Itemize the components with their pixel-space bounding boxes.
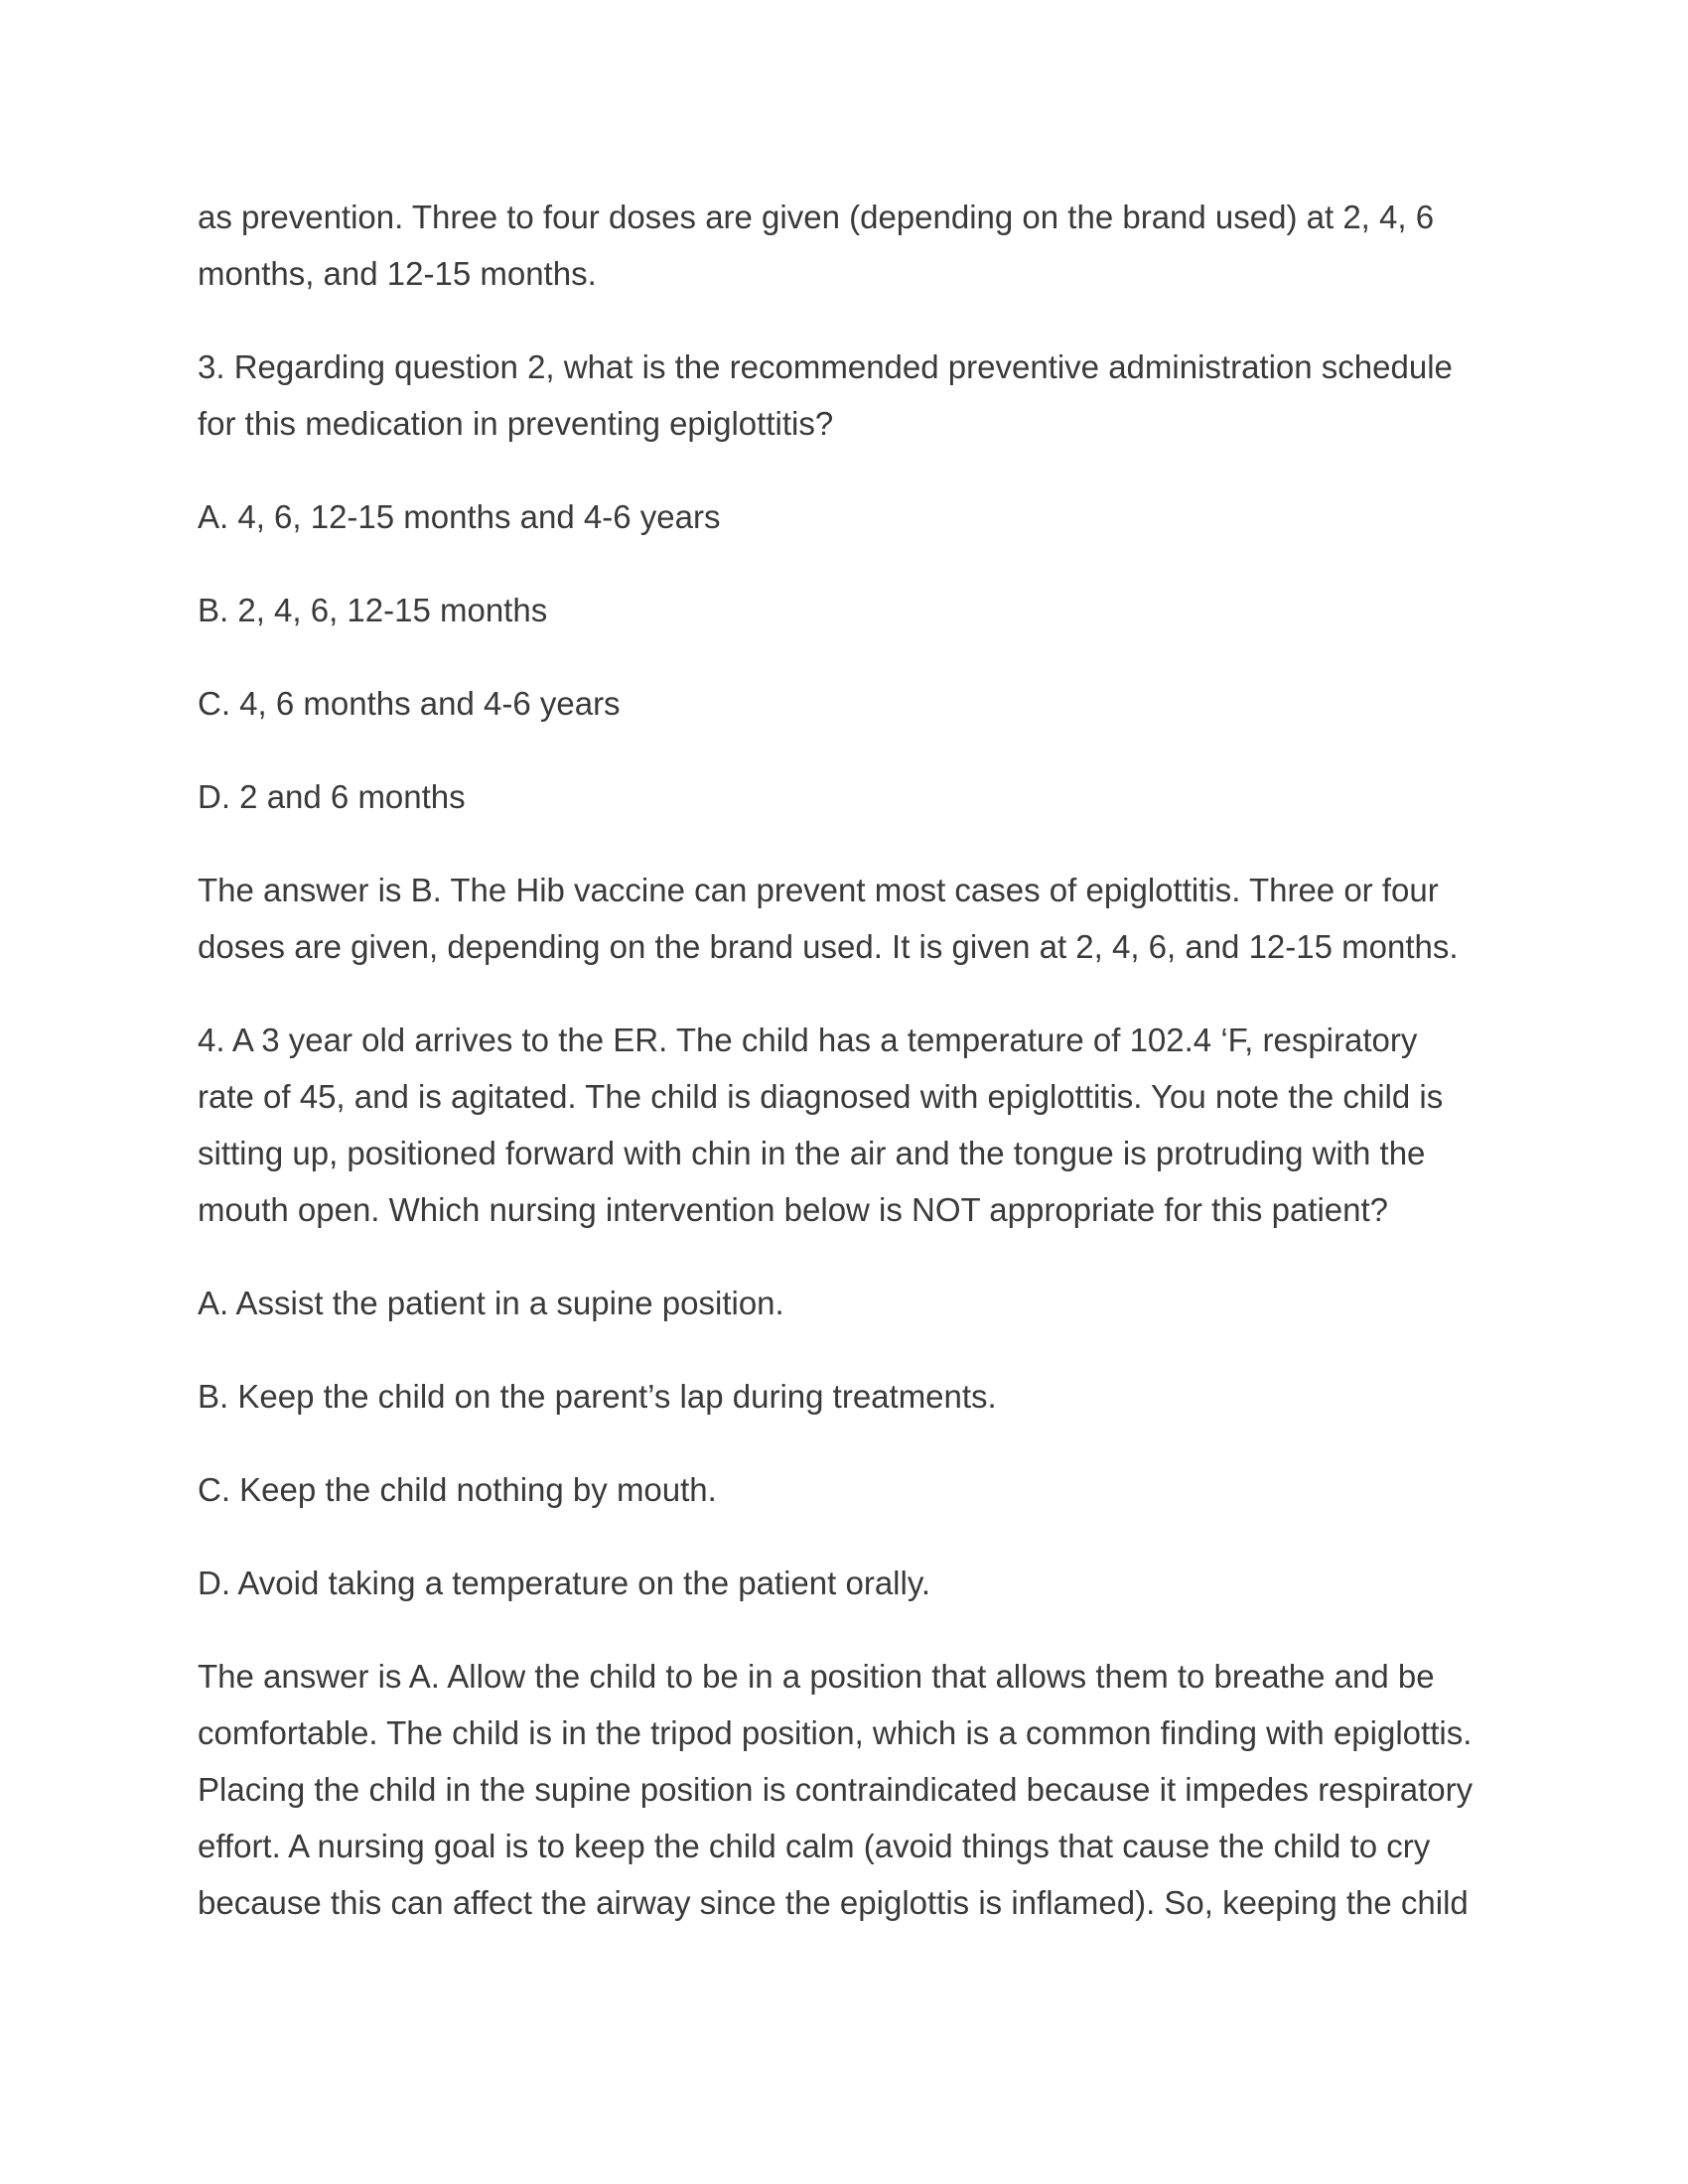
text-line: Placing the child in the supine position is contraindicated because it impedes respiratory <box>198 1771 1474 1808</box>
text-line: A. Assist the patient in a supine position. <box>198 1285 784 1321</box>
text-line: because this can affect the airway since the epiglottis is inflamed). So, keeping the child <box>198 1884 1469 1921</box>
text-line: doses are given, depending on the brand used. It is given at 2, 4, 6, and 12-15 months. <box>198 928 1459 965</box>
text-line: for this medication in preventing epiglottitis? <box>198 405 834 442</box>
text-line: D. Avoid taking a temperature on the patient orally. <box>198 1565 931 1601</box>
text-line: 4. A 3 year old arrives to the ER. The child has a temperature of 102.4 ‘F, respiratory <box>198 1022 1418 1058</box>
option-3b <box>198 582 1508 638</box>
text-line: 3. Regarding question 2, what is the recommended preventive administration schedule <box>198 348 1453 385</box>
option-3d <box>198 768 1508 825</box>
text-line: sitting up, positioned forward with chin in the air and the tongue is protruding with the <box>198 1135 1426 1171</box>
text-line: A. 4, 6, 12-15 months and 4-6 years <box>198 498 721 535</box>
text-line: B. Keep the child on the parent’s lap during treatments. <box>198 1378 997 1415</box>
option-4a <box>198 1275 1508 1331</box>
option-3a <box>198 488 1508 545</box>
text-line: effort. A nursing goal is to keep the child calm (avoid things that cause the child to cry <box>198 1828 1431 1864</box>
option-4d <box>198 1555 1508 1611</box>
text-line: months, and 12-15 months. <box>198 255 597 292</box>
text-line: comfortable. The child is in the tripod position, which is a common finding with epiglottis. <box>198 1714 1473 1751</box>
text-line: C. Keep the child nothing by mouth. <box>198 1471 717 1508</box>
answer-4 <box>198 1648 1508 1931</box>
answer-3 <box>198 862 1508 975</box>
question-4 <box>198 1012 1508 1238</box>
text-line: C. 4, 6 months and 4-6 years <box>198 685 621 722</box>
text-line: D. 2 and 6 months <box>198 778 466 815</box>
text-line: mouth open. Which nursing intervention below is NOT appropriate for this patient? <box>198 1191 1389 1228</box>
text-line: rate of 45, and is agitated. The child is diagnosed with epiglottitis. You note the child is <box>198 1078 1444 1115</box>
option-4c <box>198 1461 1508 1518</box>
paragraph-prevention <box>198 189 1508 302</box>
option-4b <box>198 1368 1508 1425</box>
text-line: The answer is A. Allow the child to be in a position that allows them to breathe and be <box>198 1658 1435 1695</box>
text-line: as prevention. Three to four doses are given (depending on the brand used) at 2, 4, 6 <box>198 199 1435 235</box>
text-line: B. 2, 4, 6, 12-15 months <box>198 592 548 628</box>
document-page <box>198 189 1508 1968</box>
question-3 <box>198 339 1508 452</box>
option-3c <box>198 675 1508 732</box>
text-line: The answer is B. The Hib vaccine can prevent most cases of epiglottitis. Three or four <box>198 872 1439 908</box>
